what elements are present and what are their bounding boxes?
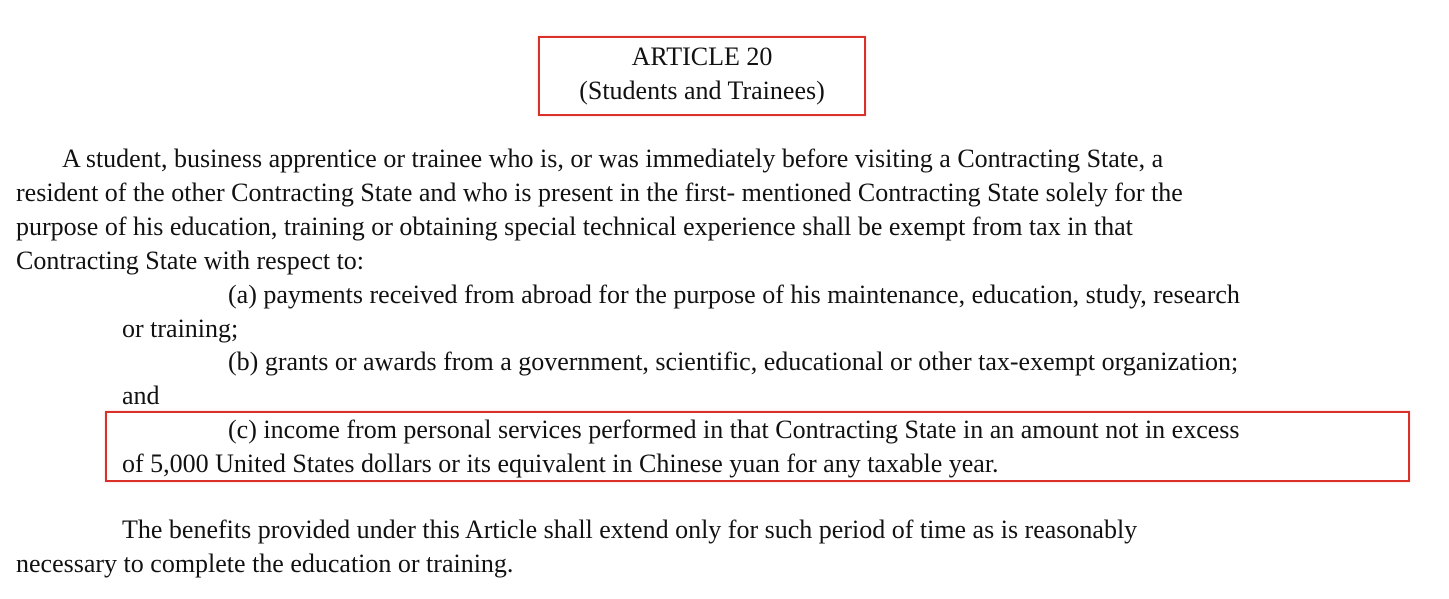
item-a-line2: or training; — [122, 314, 239, 343]
item-c-line2: of 5,000 United States dollars or its equivalent in Chinese yuan for any taxable year. — [122, 449, 999, 478]
closing-line: The benefits provided under this Article shall extend only for such period of time as is reasonably — [122, 515, 1138, 544]
intro-line: A student, business apprentice or trainee who is, or was immediately before visiting a Contracting State, a — [62, 144, 1164, 173]
intro-line: purpose of his education, training or obtaining special technical experience shall be exempt from tax in that — [16, 212, 1133, 241]
article-number: ARTICLE 20 — [631, 42, 773, 71]
item-c-line1: (c) income from personal services performed in that Contracting State in an amount not in excess — [228, 415, 1240, 444]
item-a-line1: (a) payments received from abroad for the purpose of his maintenance, education, study, research — [228, 280, 1240, 309]
item-b-line2: and — [122, 381, 160, 410]
intro-line: Contracting State with respect to: — [16, 246, 365, 275]
closing-line: necessary to complete the education or training. — [16, 549, 514, 578]
intro-line: resident of the other Contracting State and who is present in the first- mentioned Contracting State solely for the — [16, 178, 1183, 207]
article-title: (Students and Trainees) — [579, 76, 825, 105]
item-b-line1: (b) grants or awards from a government, scientific, educational or other tax-exempt organization; — [228, 347, 1239, 376]
